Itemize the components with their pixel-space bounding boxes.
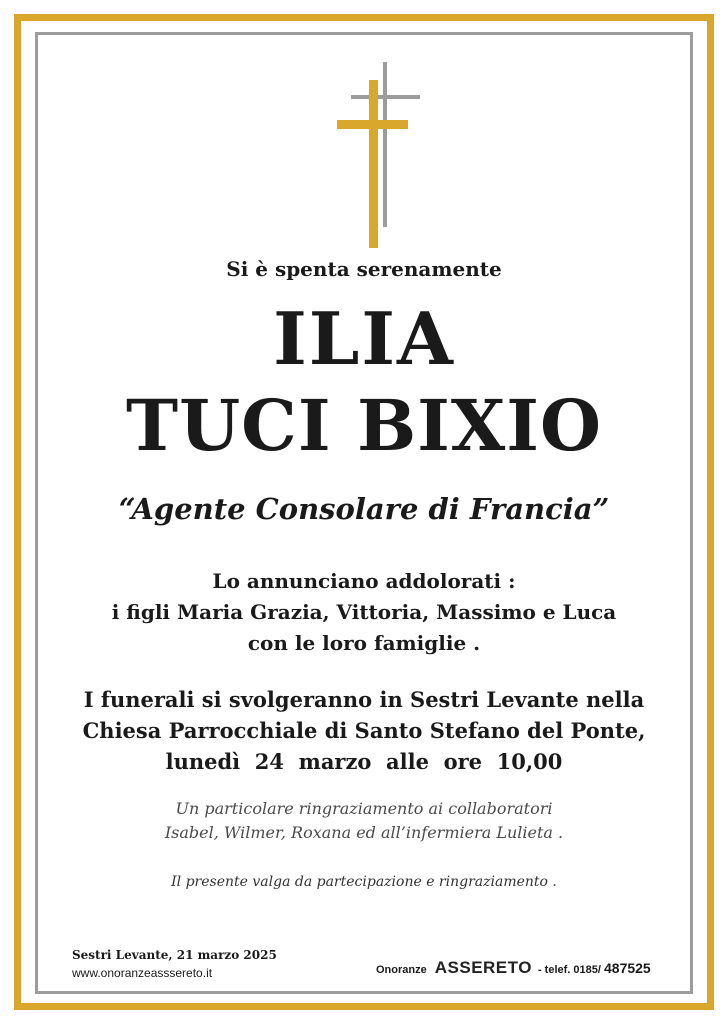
cross-gold-vertical [369, 80, 378, 248]
phone-number: 487525 [604, 960, 651, 976]
place-date: Sestri Levante, 21 marzo 2025 [72, 948, 277, 962]
intro-text: Si è spenta serenamente [226, 257, 502, 281]
thanks-line: Isabel, Wilmer, Roxana ed all’infermiera Lulieta . [164, 823, 564, 842]
cross-gray-horizontal [351, 95, 420, 99]
notice-text: Il presente valga da partecipazione e ringraziamento . [171, 874, 557, 890]
announcement-block [0, 566, 728, 659]
announcement-line: Lo annunciano addolorati : [212, 569, 516, 593]
announcement-line: con le loro famiglie . [247, 631, 481, 655]
cross-gray-vertical [383, 62, 387, 227]
funeral-line: I funerali si svolgeranno in Sestri Levante nella [83, 687, 645, 712]
website-link[interactable]: www.onoranzeasssereto.it [72, 966, 213, 980]
thanks-block [0, 797, 728, 845]
cross-gold-horizontal [337, 120, 408, 129]
thanks-line: Un particolare ringraziamento ai collaboratori [175, 799, 553, 818]
funeral-home-prefix: Onoranze [376, 964, 427, 976]
funeral-line: Chiesa Parrocchiale di Santo Stefano del Ponte, [82, 718, 646, 743]
deceased-first-name: ILIA [273, 296, 455, 381]
funeral-line: lunedì 24 marzo alle ore 10,00 [165, 749, 563, 774]
funeral-home-brand: ASSERETO [434, 958, 532, 977]
funeral-home-info [376, 958, 651, 978]
deceased-title: “Agente Consolare di Francia” [118, 492, 610, 526]
deceased-surname: TUCI BIXIO [126, 384, 602, 467]
funeral-info-block [0, 684, 728, 777]
phone-label: - telef. 0185/ [537, 964, 601, 976]
announcement-line: i figli Maria Grazia, Vittoria, Massimo e Luca [111, 600, 617, 624]
footer-left [72, 946, 277, 982]
